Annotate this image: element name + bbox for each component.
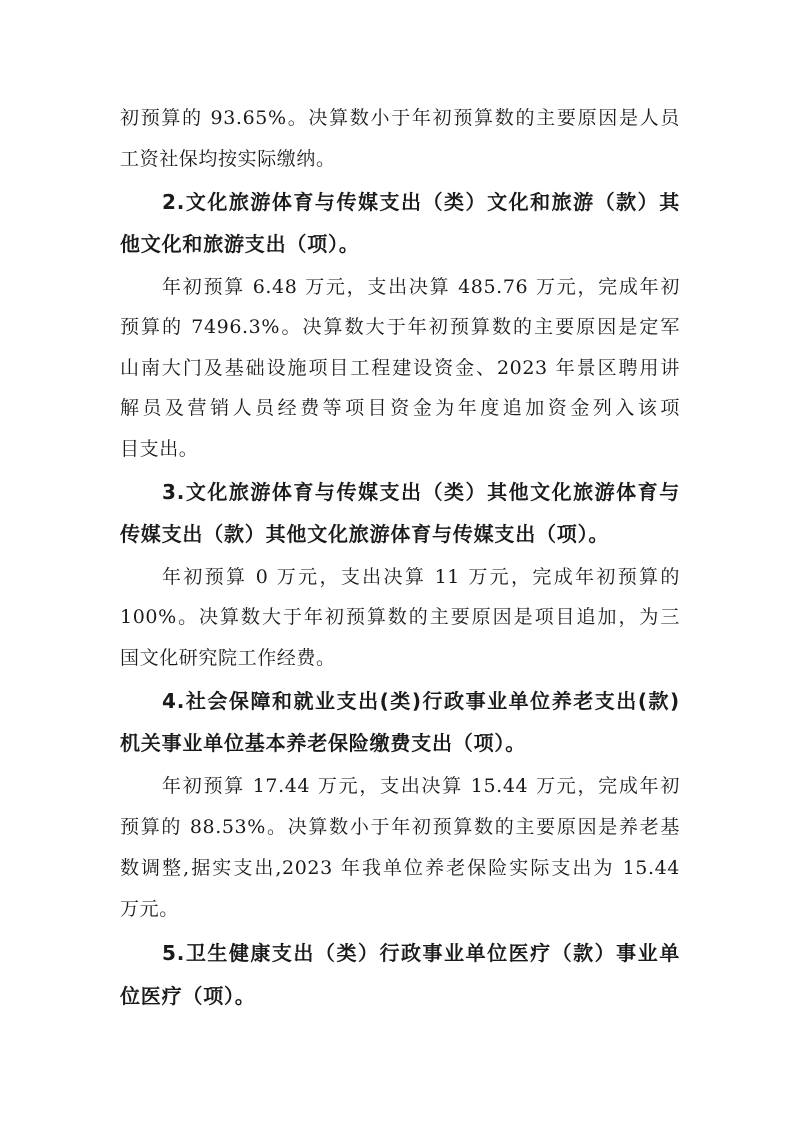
body-text-line: 年初预算 0 万元，支出决算 11 万元，完成年初预算的 (162, 566, 680, 588)
body-text-line: 初预算的 93.65%。决算数小于年初预算数的主要原因是人员 (120, 107, 680, 129)
section-heading: 位医疗（项）。 (120, 984, 256, 1008)
body-text-line: 万元。 (120, 898, 179, 920)
section-heading: 3.文化旅游体育与传媒支出（类）其他文化旅游体育与 (162, 480, 680, 504)
body-text-line: 工资社保均按实际缴纳。 (120, 148, 336, 170)
section-heading: 他文化和旅游支出（项）。 (120, 232, 360, 256)
body-text-line: 山南大门及基础设施项目工程建设资金、2023 年景区聘用讲 (120, 357, 680, 379)
body-text-line: 国文化研究院工作经费。 (120, 647, 336, 669)
section-heading: 机关事业单位基本养老保险缴费支出（项）。 (120, 731, 526, 755)
body-text-line: 年初预算 17.44 万元，支出决算 15.44 万元，完成年初 (162, 775, 680, 797)
section-heading: 4.社会保障和就业支出(类)行政事业单位养老支出(款) (162, 689, 680, 713)
body-text-line: 解员及营销人员经费等项目资金为年度追加资金列入该项 (120, 397, 680, 419)
body-text-line: 预算的 7496.3%。决算数大于年初预算数的主要原因是定军 (120, 316, 680, 338)
body-text-line: 年初预算 6.48 万元，支出决算 485.76 万元，完成年初 (162, 276, 680, 298)
body-text-line: 目支出。 (120, 438, 199, 460)
body-text-line: 100%。决算数大于年初预算数的主要原因是项目追加，为三 (120, 606, 680, 628)
section-heading: 传媒支出（款）其他文化旅游体育与传媒支出（项）。 (120, 522, 610, 546)
body-text-line: 预算的 88.53%。决算数小于年初预算数的主要原因是养老基 (120, 816, 680, 838)
section-heading: 5.卫生健康支出（类）行政事业单位医疗（款）事业单 (162, 941, 680, 965)
section-heading: 2.文化旅游体育与传媒支出（类）文化和旅游（款）其 (162, 190, 680, 214)
body-text-line: 数调整,据实支出,2023 年我单位养老保险实际支出为 15.44 (120, 857, 680, 879)
